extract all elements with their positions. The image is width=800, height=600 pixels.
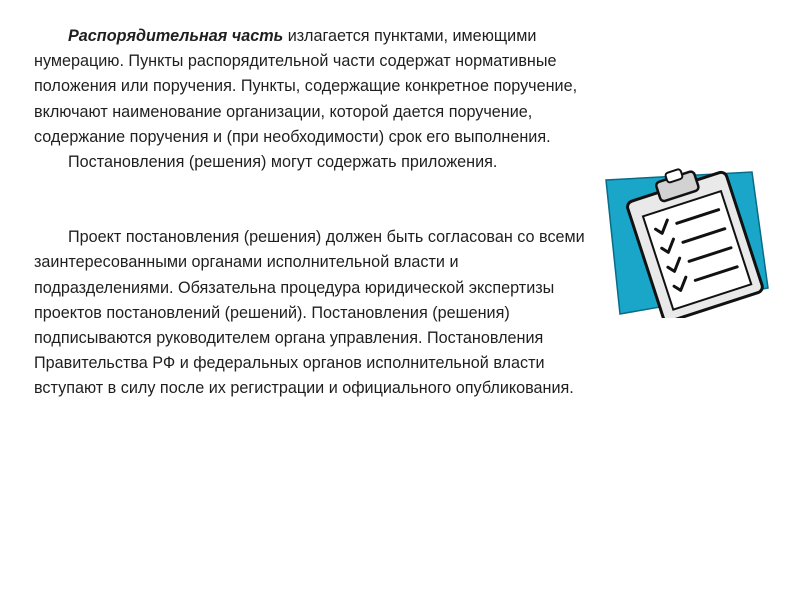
paragraph-draft-approval: Проект постановления (решения) должен быть согласован со всеми заинтересованными органами исполнительной власти и подразделениями. Обязательна процедура юридической экспертизы проектов постановлений (решений). Постановления (решения) подписываются руководителем органа управления. Постановления Правительства РФ и федеральных органов исполнительной власти вступают в силу после их регистрации и официального опубликования. xyxy=(34,228,585,398)
paragraph-operative-part xyxy=(34,24,594,150)
clipboard-checklist-icon xyxy=(602,168,772,318)
paragraph-operative-part-text: излагается пунктами, имеющими нумерацию. Пункты распорядительной части содержат нормативные положения или поручения. Пункты, содержащие конкретное поручение, включают наименование организации, которой дается поручение, содержание поручения и (при необходимости) срок его выполнения. xyxy=(34,27,578,146)
paragraph-spacer xyxy=(34,175,594,225)
body-text xyxy=(34,24,594,402)
term-operative-part: Распорядительная часть xyxy=(68,27,284,45)
paragraph-appendices: Постановления (решения) могут содержать приложения. xyxy=(68,153,498,172)
